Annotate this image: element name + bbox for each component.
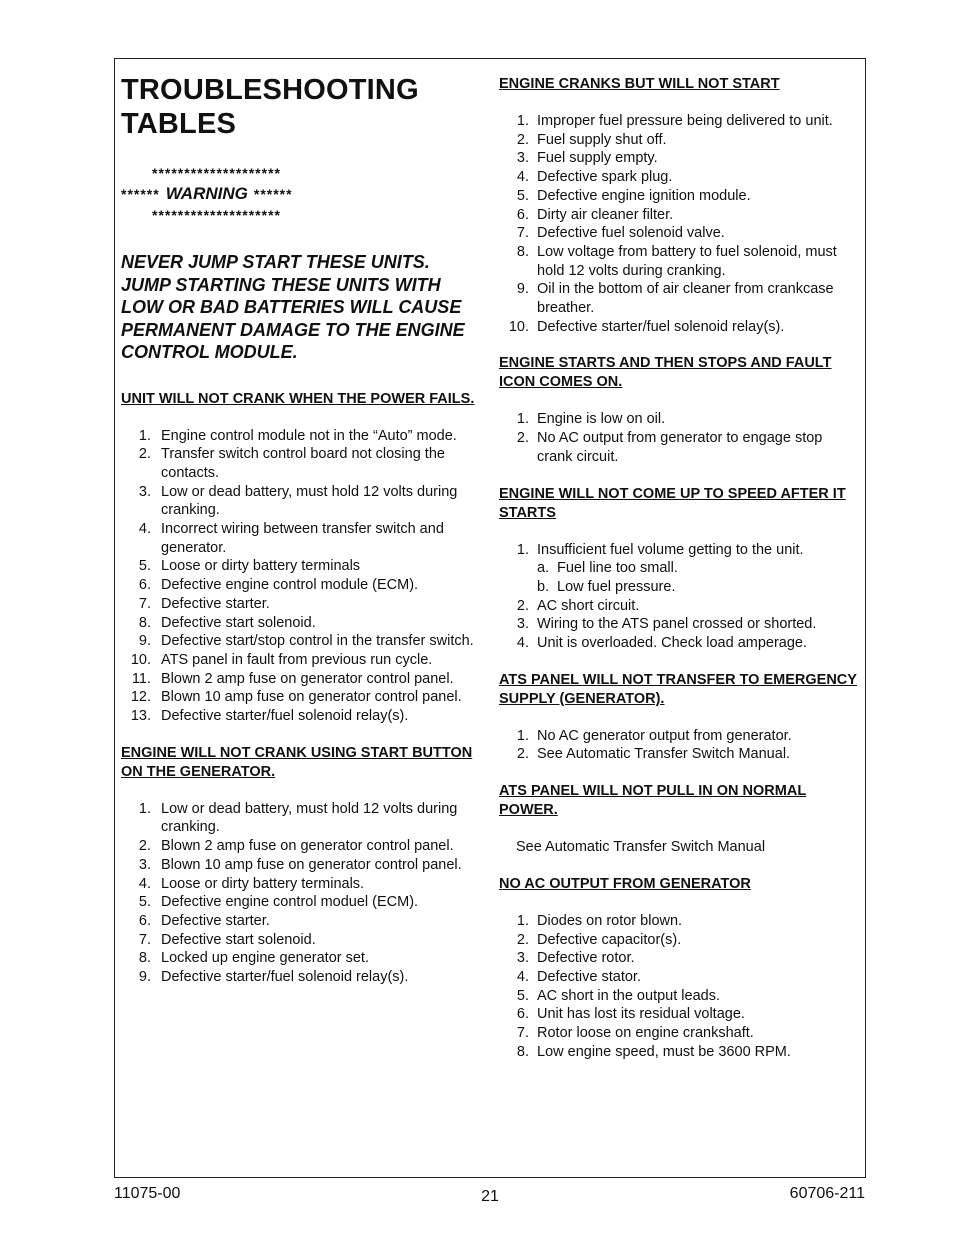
list-item: 2. Fuel supply shut off.: [516, 131, 667, 148]
list-item: 1. Engine is low on oil.: [516, 411, 666, 428]
list-item: 7. Defective start solenoid.: [138, 931, 316, 948]
warning-banner: [121, 163, 483, 225]
list-item: 1. Engine control module not in the “Auto” mode.: [138, 427, 457, 444]
section-cranks-will-not-start: [499, 75, 861, 336]
list-item: 1. No AC generator output from generator.: [516, 727, 792, 744]
section-starts-then-stops: [499, 354, 861, 466]
page-title: TROUBLESHOOTING TABLES: [121, 74, 419, 140]
footer-doc-number: 11075-00: [114, 1185, 181, 1202]
troubleshooting-list: [499, 541, 861, 653]
list-item: 4. Defective spark plug.: [516, 169, 673, 186]
warning-stars-bottom: ********************: [152, 207, 281, 223]
list-item: 8. Low voltage from battery to fuel solenoid, must hold 12 volts during cranking.: [516, 243, 837, 279]
list-item: 5. Defective engine ignition module.: [516, 187, 751, 204]
list-item: 7. Defective starter.: [138, 595, 270, 612]
list-item: 12. Blown 10 amp fuse on generator control panel.: [130, 689, 462, 706]
troubleshooting-list: [499, 410, 861, 466]
caution-text: NEVER JUMP START THESE UNITS. JUMP STARTING THESE UNITS WITH LOW OR BAD BATTERIES WILL CAUSE PERMANENT DAMAGE TO THE ENGINE CONTROL MODULE.: [121, 252, 465, 362]
list-item: 10. Defective starter/fuel solenoid relay(s).: [508, 318, 785, 335]
troubleshooting-list: [499, 112, 861, 336]
section-heading: ENGINE CRANKS BUT WILL NOT START: [499, 76, 780, 92]
list-item: 1. Diodes on rotor blown.: [516, 912, 683, 929]
troubleshooting-list: [499, 912, 861, 1062]
section-ats-not-transfer: [499, 671, 861, 764]
list-item: 8. Low engine speed, must be 3600 RPM.: [516, 1043, 791, 1060]
sub-list: [537, 559, 861, 596]
list-item: 1. Improper fuel pressure being delivered to unit.: [516, 113, 833, 129]
list-item: 2. No AC output from generator to engage stop crank circuit.: [516, 430, 823, 465]
troubleshooting-list: [121, 427, 483, 726]
list-item: 8. Locked up engine generator set.: [138, 950, 369, 967]
warning-stars-right: ******: [253, 186, 293, 202]
list-item: 3. Low or dead battery, must hold 12 volts during cranking.: [138, 483, 458, 519]
list-item: 4. Incorrect wiring between transfer switch and generator.: [138, 521, 444, 556]
section-unit-will-not-crank: [121, 390, 483, 726]
footer-part-number: 60706-211: [789, 1185, 865, 1202]
warning-stars-top: ********************: [152, 165, 281, 181]
right-column: [499, 75, 861, 1080]
list-item: 7. Rotor loose on engine crankshaft.: [516, 1025, 754, 1042]
list-item: 2. Defective capacitor(s).: [516, 931, 682, 948]
list-item: 11. Blown 2 amp fuse on generator control panel.: [131, 670, 454, 687]
list-item: 4. Defective stator.: [516, 968, 641, 985]
left-column: [121, 73, 483, 1005]
list-item: 5. AC short in the output leads.: [516, 987, 720, 1004]
list-item: 10. ATS panel in fault from previous run cycle.: [130, 651, 433, 668]
section-will-not-crank-start-button: [121, 744, 483, 987]
warning-word: WARNING: [165, 184, 248, 203]
list-item: 3. Fuel supply empty.: [516, 150, 658, 167]
list-item: 1. Insufficient fuel volume getting to the unit. a. Fuel line too small. b. Low fuel pressure.: [499, 541, 861, 597]
section-ats-not-pull-normal: [499, 782, 861, 857]
section-no-ac-output: [499, 875, 861, 1062]
list-item: 7. Defective fuel solenoid valve.: [516, 225, 725, 242]
section-heading: ENGINE WILL NOT CRANK USING START BUTTON ON THE GENERATOR.: [121, 744, 473, 780]
section-heading: ENGINE STARTS AND THEN STOPS AND FAULT ICON COMES ON.: [499, 355, 832, 391]
section-heading: ATS PANEL WILL NOT TRANSFER TO EMERGENCY SUPPLY (GENERATOR).: [499, 671, 857, 707]
list-item: 6. Dirty air cleaner filter.: [516, 206, 674, 223]
list-item: 2. AC short circuit.: [516, 597, 640, 614]
list-item: 2. See Automatic Transfer Switch Manual.: [516, 746, 791, 763]
list-item: 6. Defective engine control module (ECM).: [138, 577, 419, 594]
list-item: 9. Defective start/stop control in the transfer switch.: [138, 633, 474, 650]
list-item: 3. Defective rotor.: [516, 950, 635, 967]
sub-list-item: a. Fuel line too small.: [537, 560, 678, 577]
section-heading: UNIT WILL NOT CRANK WHEN THE POWER FAILS.: [121, 390, 475, 407]
section-text: See Automatic Transfer Switch Manual: [516, 839, 766, 856]
section-heading: NO AC OUTPUT FROM GENERATOR: [499, 875, 751, 892]
list-item: 4. Loose or dirty battery terminals.: [138, 875, 365, 892]
sub-list-item: b. Low fuel pressure.: [537, 578, 676, 595]
list-item: 4. Unit is overloaded. Check load amperage.: [516, 635, 808, 652]
list-item: 3. Blown 10 amp fuse on generator control panel.: [138, 856, 462, 873]
section-not-up-to-speed: [499, 485, 861, 653]
page-number: 21: [481, 1188, 499, 1205]
troubleshooting-list: [499, 727, 861, 764]
section-heading: ATS PANEL WILL NOT PULL IN ON NORMAL POWER.: [499, 783, 807, 819]
list-item: 3. Wiring to the ATS panel crossed or shorted.: [516, 616, 817, 633]
list-item: 6. Unit has lost its residual voltage.: [516, 1006, 745, 1023]
page-frame: [114, 58, 866, 1178]
list-item: 9. Oil in the bottom of air cleaner from crankcase breather.: [516, 281, 834, 317]
section-heading: ENGINE WILL NOT COME UP TO SPEED AFTER IT STARTS: [499, 485, 846, 521]
troubleshooting-list: [121, 800, 483, 987]
warning-stars-left: ******: [121, 186, 160, 202]
list-item: 13. Defective starter/fuel solenoid relay(s).: [130, 708, 409, 725]
list-item: 2. Blown 2 amp fuse on generator control panel.: [138, 838, 454, 855]
list-item: 1. Low or dead battery, must hold 12 volts during cranking.: [138, 800, 458, 836]
list-item: 6. Defective starter.: [138, 912, 270, 929]
list-item: 2. Transfer switch control board not closing the contacts.: [138, 446, 445, 481]
list-item: 5. Defective engine control moduel (ECM).: [138, 894, 419, 911]
list-item: 8. Defective start solenoid.: [138, 614, 316, 631]
list-item: 9. Defective starter/fuel solenoid relay(s).: [138, 969, 409, 986]
warning-line: [121, 183, 483, 205]
list-item: 5. Loose or dirty battery terminals: [138, 558, 361, 575]
